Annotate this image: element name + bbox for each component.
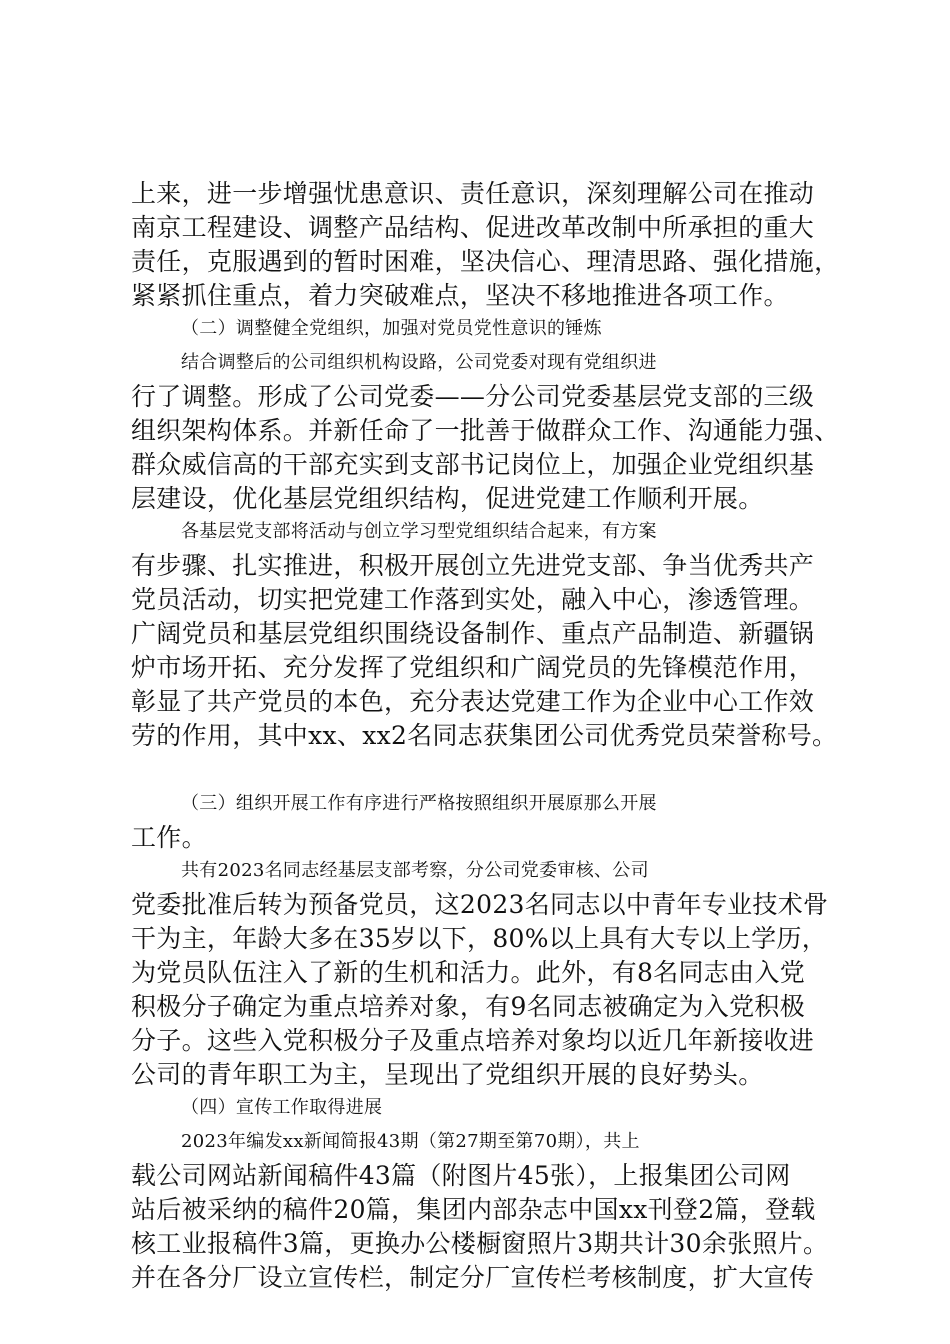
text-line: 党员活动，切实把党建工作落到实处，融入中心，渗透管理。 [131, 585, 815, 614]
text-line: 结合调整后的公司组织机构设路，公司党委对现有党组织进 [181, 352, 657, 373]
text-line: 核工业报稿件3篇，更换办公楼橱窗照片3期共计30余张照片。 [131, 1229, 829, 1258]
text-line: 行了调整。形成了公司党委——分公司党委基层党支部的三级 [131, 382, 815, 411]
text-line: 劳的作用，其中xx、xx2名同志获集团公司优秀党员荣誉称号。 [131, 721, 838, 750]
text-line: 积极分子确定为重点培养对象，有9名同志被确定为入党积极 [131, 992, 806, 1021]
text-line: 为党员队伍注入了新的生机和活力。此外，有8名同志由入党 [131, 958, 806, 987]
text-line: 公司的青年职工为主，呈现出了党组织开展的良好势头。 [131, 1060, 764, 1089]
text-line: 共有2023名同志经基层支部考察，分公司党委审核、公司 [181, 860, 649, 881]
text-line: 干为主，年龄大多在35岁以下，80%以上具有大专以上学历， [131, 924, 828, 953]
section-heading: （二）调整健全党组织，加强对党员党性意识的锤炼 [181, 318, 602, 339]
text-line: 炉市场开拓、充分发挥了党组织和广阔党员的先锋模范作用， [131, 653, 815, 682]
section-heading: （三）组织开展工作有序进行严格按照组织开展原那么开展 [181, 793, 657, 814]
section-heading: （四）宣传工作取得进展 [181, 1097, 383, 1118]
text-line: 党委批准后转为预备党员，这2023名同志以中青年专业技术骨 [131, 890, 829, 919]
text-line: 彰显了共产党员的本色，充分表达党建工作为企业中心工作效 [131, 687, 815, 716]
text-line: 站后被采纳的稿件20篇，集团内部杂志中国xx刊登2篇，登载 [131, 1195, 816, 1224]
text-line: 并在各分厂设立宣传栏，制定分厂宣传栏考核制度，扩大宣传 [131, 1263, 815, 1292]
text-line: 责任，克服遇到的暂时困难，坚决信心、理清思路、强化措施， [131, 247, 840, 276]
text-line: 群众威信高的干部充实到支部书记岗位上，加强企业党组织基 [131, 450, 815, 479]
text-line: 组织架构体系。并新任命了一批善于做群众工作、沟通能力强、 [131, 416, 840, 445]
text-line: 载公司网站新闻稿件43篇（附图片45张），上报集团公司网 [131, 1161, 791, 1190]
text-line: 工作。 [131, 823, 207, 852]
text-line: 2023年编发xx新闻简报43期（第27期至第70期），共上 [181, 1131, 640, 1152]
text-line: 南京工程建设、调整产品结构、促进改革改制中所承担的重大 [131, 213, 815, 242]
text-line: 层建设，优化基层党组织结构，促进党建工作顺利开展。 [131, 484, 764, 513]
text-line: 上来，进一步增强忧患意识、责任意识，深刻理解公司在推动 [131, 179, 815, 208]
text-line: 分子。这些入党积极分子及重点培养对象均以近几年新接收进 [131, 1026, 815, 1055]
text-line: 有步骤、扎实推进，积极开展创立先进党支部、争当优秀共产 [131, 551, 815, 580]
text-line: 各基层党支部将活动与创立学习型党组织结合起来，有方案 [181, 521, 657, 542]
text-line: 广阔党员和基层党组织围绕设备制作、重点产品制造、新疆锅 [131, 619, 815, 648]
text-line: 紧紧抓住重点，着力突破难点，坚决不移地推进各项工作。 [131, 281, 789, 310]
